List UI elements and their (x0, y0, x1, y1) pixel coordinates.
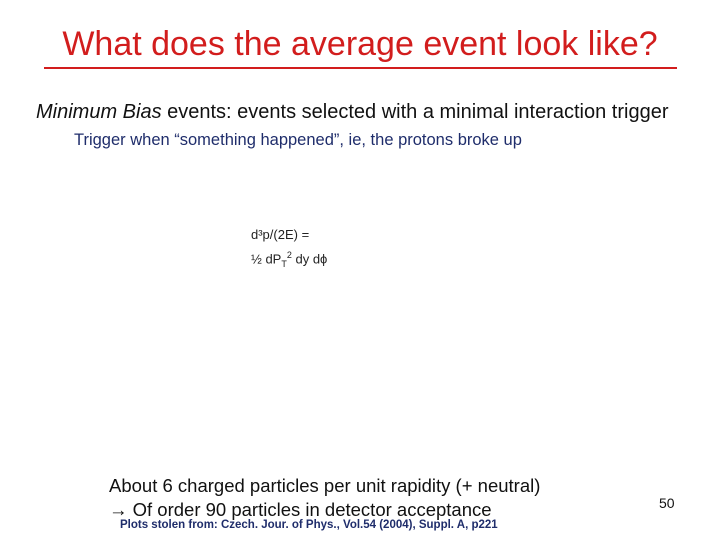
slide-title (0, 22, 720, 66)
sub-bullet-trigger: Trigger when “something happened”, ie, the protons broke up (74, 131, 522, 149)
page-number: 50 (659, 495, 675, 511)
phase-space-formula (251, 225, 327, 274)
formula-superscript: 2 (286, 250, 292, 260)
formula-part: dy dϕ (291, 251, 328, 267)
title-underline (44, 67, 677, 69)
plot-credit: Plots stolen from: Czech. Jour. of Phys., Vol.54 (2004), Suppl. A, p221 (120, 519, 498, 531)
summary-line-2-text: Of order 90 particles in detector acceptance (127, 499, 492, 520)
formula-part: ½ dP (251, 251, 282, 267)
bullet-minimum-bias (36, 99, 668, 125)
summary-block (109, 474, 540, 522)
formula-line-1: d³p/(2E) = (251, 227, 310, 242)
slide-title-text: What does the average event look like? (62, 25, 658, 63)
arrow-icon: → (109, 499, 128, 520)
minimum-bias-definition: events: events selected with a minimal interaction trigger (161, 101, 669, 123)
formula-subscript: T (281, 258, 287, 269)
summary-line-1: About 6 charged particles per unit rapidity (+ neutral) (109, 475, 541, 496)
minimum-bias-term: Minimum Bias (36, 101, 162, 123)
formula-line-2 (251, 245, 327, 274)
